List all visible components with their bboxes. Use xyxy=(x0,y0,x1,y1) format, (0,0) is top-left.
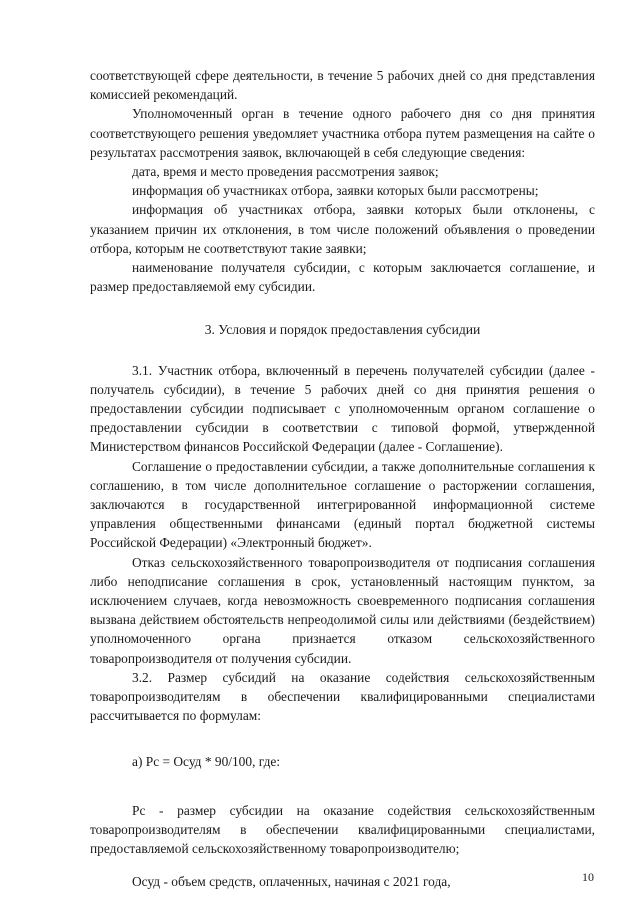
paragraph: 3.2. Размер субсидий на оказание содействия сельскохозяйственным товаропроизводителям в обеспечении квалифицированными специалистами рассчитывается по формулам: xyxy=(90,669,595,724)
section-heading: 3. Условия и порядок предоставления субсидии xyxy=(204,322,481,338)
paragraph: Отказ сельскохозяйственного товаропроизводителя от подписания соглашения либо неподписание соглашения в срок, установленный настоящим пунктом, за исключением случаев, когда невозможность своевременного подписания соглашения вызвана действием обстоятельств непреодолимой силы или действиями (бездействием) уполномоченного органа признается отказом сельскохозяйственного товаропроизводителя от получения субсидии. xyxy=(90,554,595,666)
paragraph: Осуд - объем средств, оплаченных, начиная с 2021 года, xyxy=(132,874,451,890)
list-item: информация об участниках отбора, заявки которых были рассмотрены; xyxy=(132,183,539,199)
paragraph: Уполномоченный орган в течение одного рабочего дня со дня принятия соответствующего решения уведомляет участника отбора путем размещения на сайте о результатах рассмотрения заявок, включающей в себя следующие сведения: xyxy=(90,106,595,160)
list-item: наименование получателя субсидии, с которым заключается соглашение, и размер предоставляемой ему субсидии. xyxy=(90,260,595,295)
document-body xyxy=(90,66,595,892)
paragraph: 3.1. Участник отбора, включенный в перечень получателей субсидии (далее - получатель субсидии), в течение 5 рабочих дней со дня принятия решения о предоставлении субсидии подписывает с уполномоченным органом соглашение о предоставлении субсидии в соответствии с типовой формой, утвержденной Министерством финансов Российской Федерации (далее - Соглашение). xyxy=(90,362,595,455)
paragraph: соответствующей сфере деятельности, в течение 5 рабочих дней со дня представления комиссией рекомендаций. xyxy=(90,68,595,103)
list-item: информация об участниках отбора, заявки которых были отклонены, с указанием причин их отклонения, в том числе положений объявления о проведении отбора, которым не соответствуют такие заявки; xyxy=(90,202,595,256)
list-item: дата, время и место проведения рассмотрения заявок; xyxy=(132,164,439,180)
page-number: 10 xyxy=(582,870,594,884)
paragraph: Соглашение о предоставлении субсидии, а также дополнительные соглашения к соглашению, в том числе дополнительное соглашение о расторжении соглашения, заключаются в государственной интегрированной информационной системе управления общественными финансами (единый портал бюджетной системы Российской Федерации) «Электронный бюджет». xyxy=(90,458,595,551)
formula: а) Рс = Осуд * 90/100, где: xyxy=(132,753,281,769)
paragraph: Рс - размер субсидии на оказание содействия сельскохозяйственным товаропроизводителям в обеспечении квалифицированными специалистами, предоставляемой сельскохозяйственному товаропроизводителю; xyxy=(90,802,595,857)
